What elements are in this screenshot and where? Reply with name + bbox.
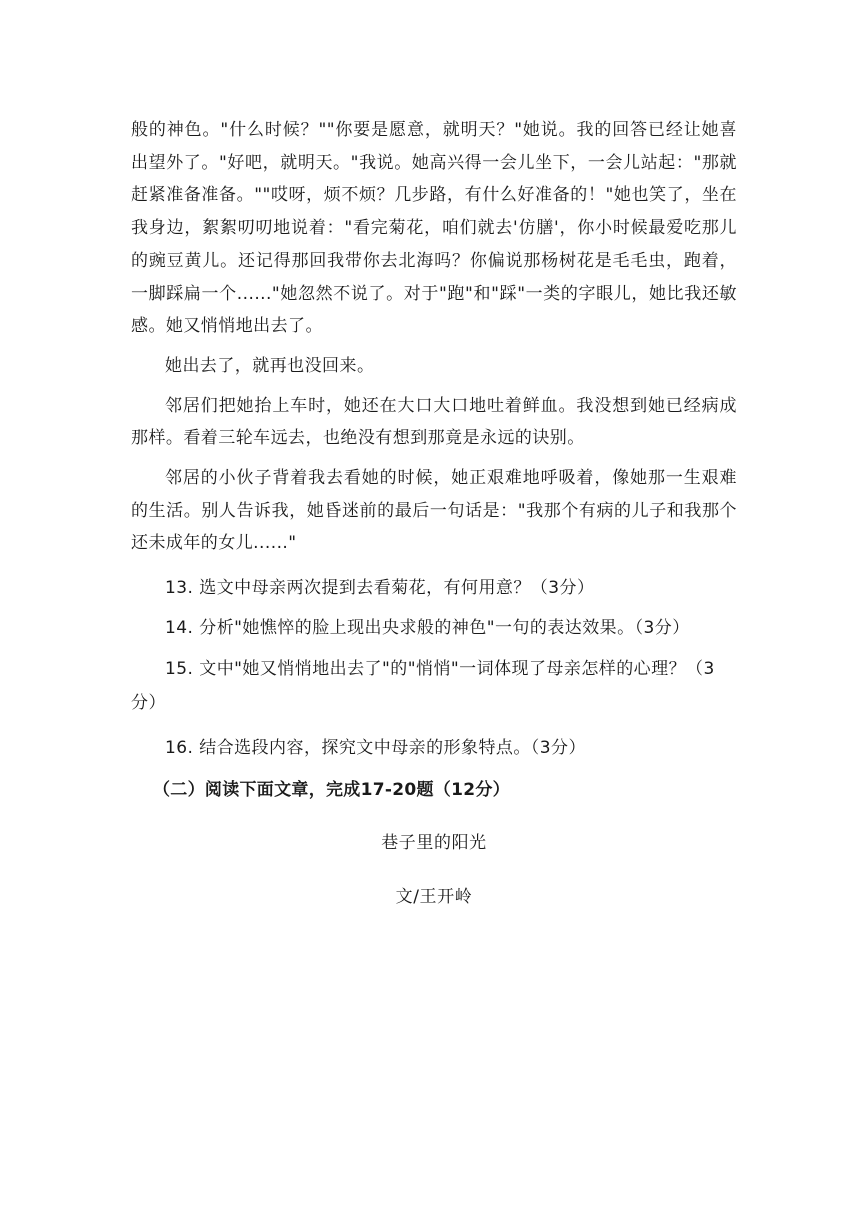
passage-paragraph-1: 般的神色。"什么时候？""你要是愿意，就明天？"她说。我的回答已经让她喜出望外了。"好吧，就明天。"我说。她高兴得一会儿坐下，一会儿站起："那就赶紧准备准备。""哎呀，烦不烦？几步路，有什么好准备的！"她也笑了，坐在我身边，絮絮叨叨地说着："看完菊花，咱们就去'仿膳'，你小时候最爱吃那儿的豌豆黄儿。还记得那回我带你去北海吗？你偏说那杨树花是毛毛虫，跑着，一脚踩扁一个......"她忽然不说了。对于"跑"和"踩"一类的字眼儿，她比我还敏感。她又悄悄地出去了。	[131, 120, 737, 337]
passage-paragraph-3: 邻居们把她抬上车时，她还在大口大口地吐着鲜血。我没想到她已经病成那样。看着三轮车远去，也绝没有想到那竟是永远的诀别。	[131, 395, 737, 449]
article-title: 巷子里的阳光	[381, 833, 487, 854]
article-author: 文/王开岭	[395, 887, 473, 908]
question-14: 14. 分析"她憔悴的脸上现出央求般的神色"一句的表达效果。（3分）	[165, 618, 690, 639]
question-15: 15. 文中"她又悄悄地出去了"的"悄悄"一词体现了母亲怎样的心理？（3分）	[131, 659, 715, 714]
question-16: 16. 结合选段内容，探究文中母亲的形象特点。（3分）	[165, 738, 586, 759]
passage-paragraph-4: 邻居的小伙子背着我去看她的时候，她正艰难地呼吸着，像她那一生艰难的生活。别人告诉我，她昏迷前的最后一句话是："我那个有病的儿子和我那个还未成年的女儿......"	[131, 468, 737, 554]
section-heading: （二）阅读下面文章，完成17-20题（12分）	[153, 780, 510, 801]
page-content	[131, 114, 737, 924]
passage-paragraph-2: 她出去了，就再也没回来。	[165, 355, 375, 376]
question-13: 13. 选文中母亲两次提到去看菊花，有何用意？（3分）	[165, 578, 595, 599]
